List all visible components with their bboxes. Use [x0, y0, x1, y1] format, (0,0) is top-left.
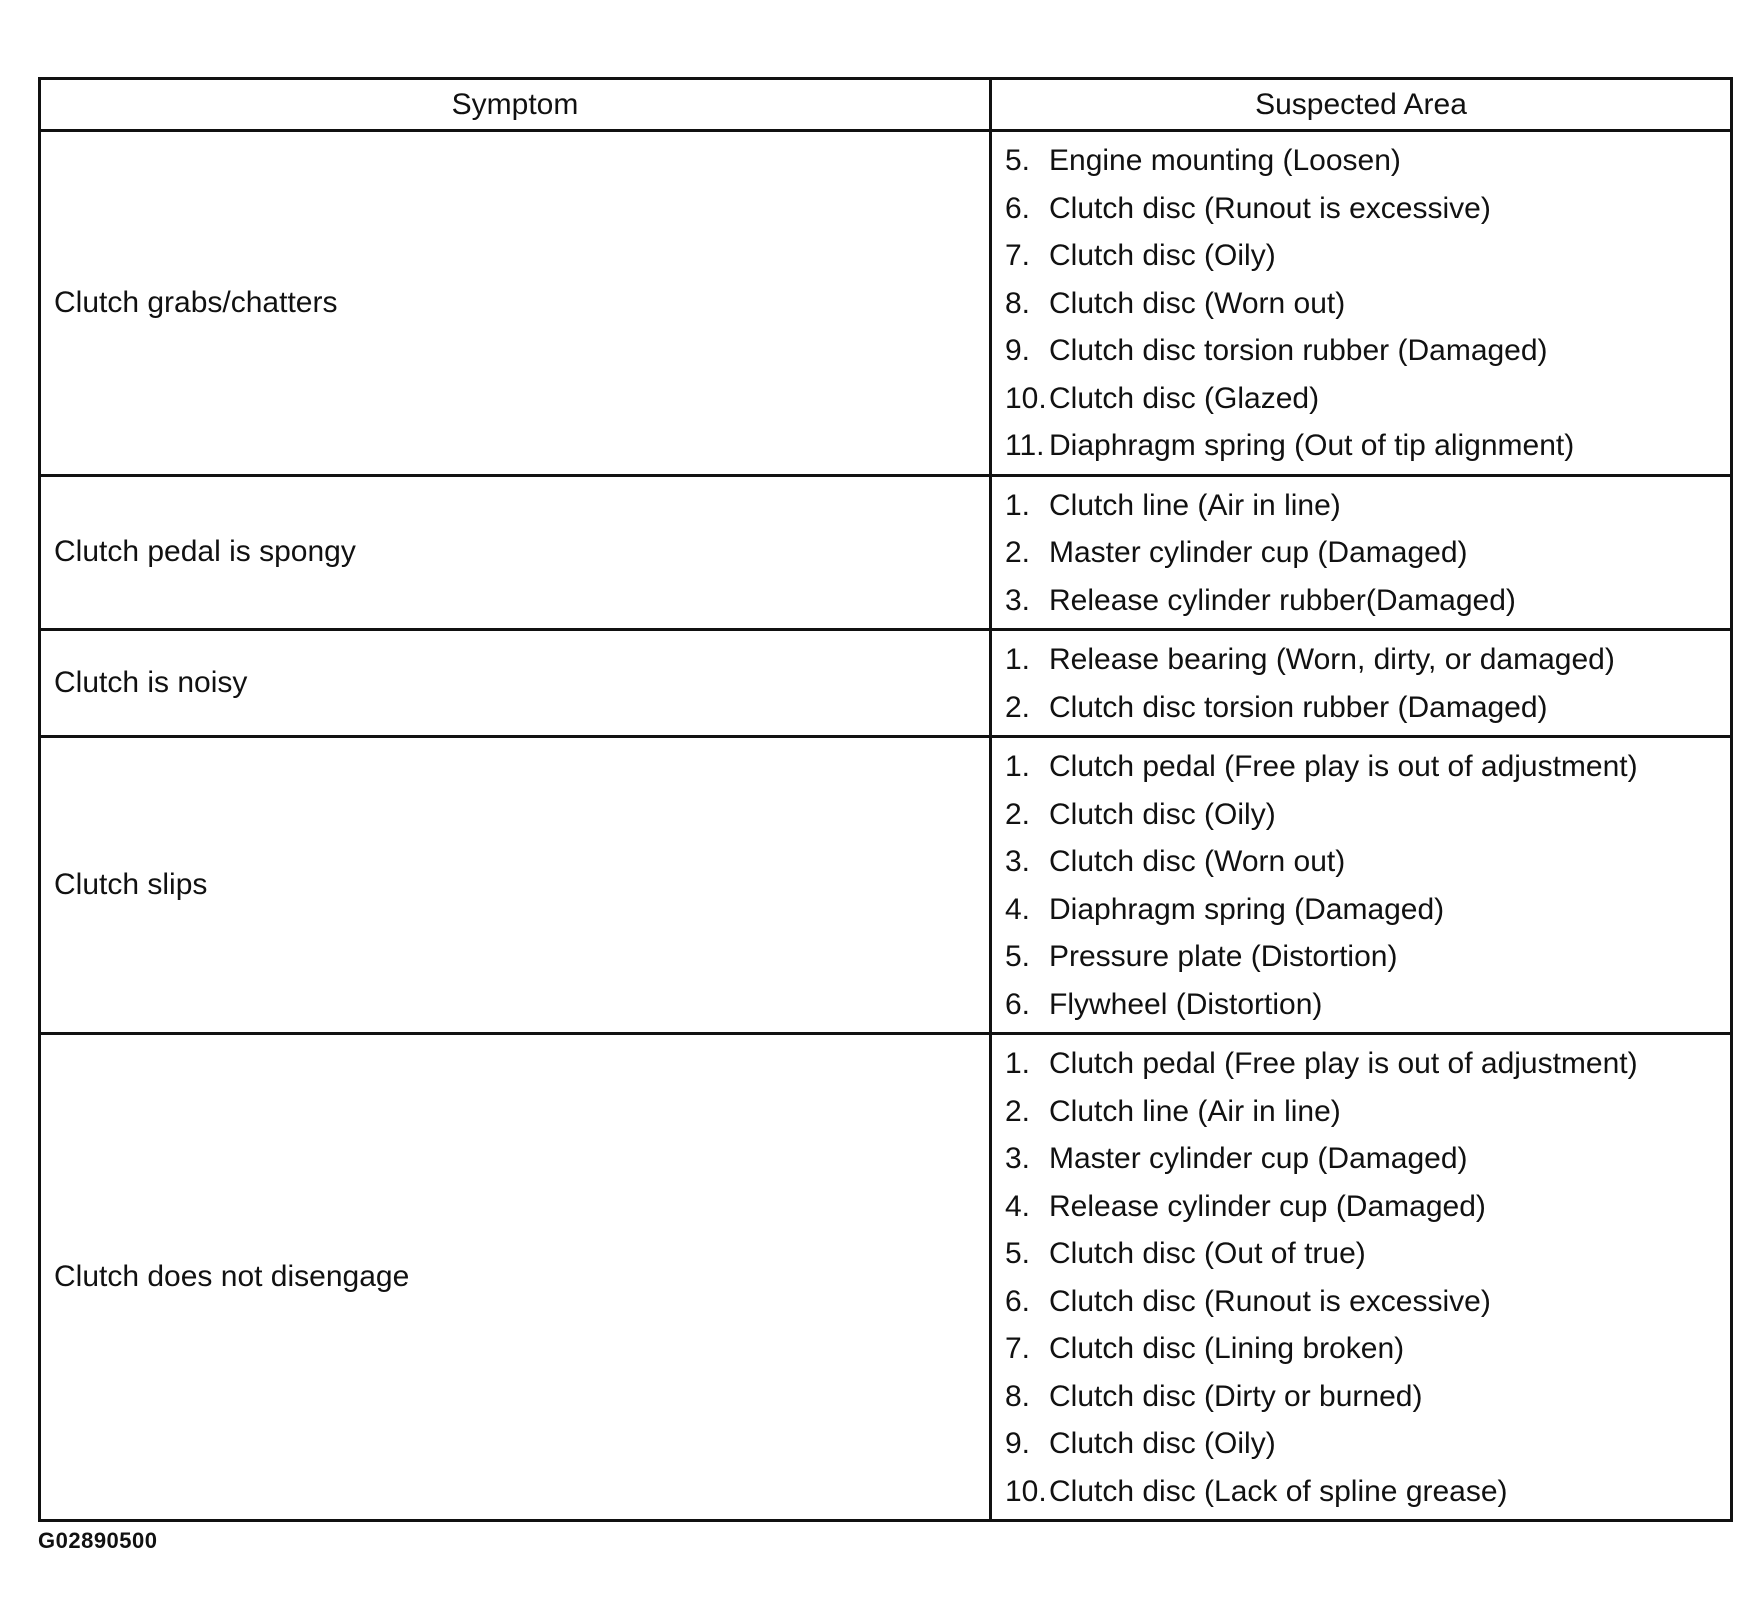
table-body [40, 131, 1732, 1521]
cause-number: 2. [1005, 1094, 1031, 1128]
cause-item [1005, 1135, 1730, 1183]
cause-number: 6. [1005, 1284, 1031, 1318]
table-row [40, 475, 1732, 630]
cause-text: Clutch disc (Glazed) [1049, 381, 1320, 415]
symptom-cell: Clutch slips [40, 737, 991, 1034]
cause-text: Clutch disc (Worn out) [1049, 845, 1346, 878]
cause-text: Clutch line (Air in line) [1049, 1094, 1341, 1128]
cause-text: Clutch disc (Oily) [1049, 239, 1276, 272]
cause-number: 10. [1005, 381, 1047, 415]
cause-text: Clutch disc (Oily) [1049, 1427, 1276, 1460]
cause-text: Clutch disc (Worn out) [1049, 286, 1346, 320]
cause-number: 8. [1005, 286, 1031, 320]
cause-text: Flywheel (Distortion) [1049, 987, 1323, 1021]
cause-item [1005, 280, 1730, 328]
cause-item [1005, 482, 1730, 530]
cause-number: 6. [1005, 987, 1031, 1021]
cause-number: 1. [1005, 750, 1031, 783]
cause-text: Release cylinder rubber(Damaged) [1049, 583, 1516, 617]
cause-number: 4. [1005, 892, 1031, 926]
cause-text: Release bearing (Worn, dirty, or damaged) [1049, 643, 1615, 676]
cause-number: 3. [1005, 1142, 1031, 1175]
cause-text: Engine mounting (Loosen) [1049, 144, 1401, 177]
symptom-cell: Clutch pedal is spongy [40, 475, 991, 630]
cause-item [1005, 886, 1730, 934]
cause-text: Master cylinder cup (Damaged) [1049, 536, 1468, 569]
cause-text: Clutch pedal (Free play is out of adjustment) [1049, 750, 1638, 783]
suspected-area-cell [991, 737, 1732, 1034]
cause-number: 5. [1005, 144, 1031, 177]
cause-text: Clutch disc torsion rubber (Damaged) [1049, 334, 1548, 367]
cause-number: 1. [1005, 488, 1031, 522]
suspected-area-cell [991, 131, 1732, 476]
cause-number: 6. [1005, 191, 1031, 225]
cause-text: Master cylinder cup (Damaged) [1049, 1142, 1468, 1175]
table-row [40, 1034, 1732, 1521]
cause-text: Clutch disc (Runout is excessive) [1049, 191, 1491, 225]
cause-item [1005, 577, 1730, 625]
cause-number: 7. [1005, 239, 1031, 272]
cause-number: 5. [1005, 1237, 1031, 1270]
cause-text: Diaphragm spring (Out of tip alignment) [1049, 429, 1575, 462]
cause-text: Pressure plate (Distortion) [1049, 940, 1398, 973]
cause-item [1005, 1183, 1730, 1231]
cause-text: Clutch disc (Dirty or burned) [1049, 1379, 1423, 1413]
cause-item [1005, 1040, 1730, 1088]
cause-item [1005, 1373, 1730, 1421]
table-row [40, 131, 1732, 476]
cause-item [1005, 636, 1730, 684]
cause-item [1005, 529, 1730, 577]
table-header [40, 79, 1732, 131]
cause-item [1005, 1468, 1730, 1516]
figure-code: G02890500 [38, 1528, 158, 1553]
cause-number: 2. [1005, 690, 1031, 724]
cause-number: 1. [1005, 1047, 1031, 1080]
cause-number: 1. [1005, 643, 1031, 676]
cause-text: Clutch disc (Runout is excessive) [1049, 1284, 1491, 1318]
suspected-area-cell [991, 475, 1732, 630]
diagnosis-table [38, 77, 1733, 1522]
cause-number: 2. [1005, 536, 1031, 569]
cause-text: Clutch pedal (Free play is out of adjustment) [1049, 1047, 1638, 1080]
cause-item [1005, 1230, 1730, 1278]
cause-number: 3. [1005, 583, 1031, 617]
cause-number: 5. [1005, 940, 1031, 973]
cause-text: Release cylinder cup (Damaged) [1049, 1189, 1486, 1223]
cause-item [1005, 981, 1730, 1029]
cause-item [1005, 422, 1730, 470]
cause-item [1005, 137, 1730, 185]
cause-item [1005, 1420, 1730, 1468]
cause-text: Clutch disc (Out of true) [1049, 1237, 1366, 1270]
symptom-cell: Clutch grabs/chatters [40, 131, 991, 476]
cause-number: 11. [1005, 429, 1045, 462]
cause-item [1005, 838, 1730, 886]
cause-text: Clutch disc torsion rubber (Damaged) [1049, 690, 1548, 724]
cause-text: Clutch disc (Lining broken) [1049, 1332, 1405, 1365]
cause-item [1005, 684, 1730, 732]
cause-item [1005, 933, 1730, 981]
cause-text: Clutch disc (Lack of spline grease) [1049, 1474, 1508, 1508]
cause-item [1005, 1278, 1730, 1326]
cause-text: Diaphragm spring (Damaged) [1049, 892, 1445, 926]
suspected-area-cell [991, 630, 1732, 737]
cause-text: Clutch disc (Oily) [1049, 797, 1276, 831]
cause-item [1005, 743, 1730, 791]
cause-item [1005, 791, 1730, 839]
table-row [40, 737, 1732, 1034]
cause-number: 7. [1005, 1332, 1031, 1365]
table-row [40, 630, 1732, 737]
header-suspected-area: Suspected Area [991, 79, 1732, 131]
cause-item [1005, 1325, 1730, 1373]
cause-number: 9. [1005, 1427, 1031, 1460]
header-row [40, 79, 1732, 131]
cause-number: 4. [1005, 1189, 1031, 1223]
header-symptom: Symptom [40, 79, 991, 131]
cause-item [1005, 185, 1730, 233]
cause-number: 8. [1005, 1379, 1031, 1413]
cause-item [1005, 375, 1730, 423]
cause-number: 10. [1005, 1474, 1047, 1508]
cause-number: 2. [1005, 797, 1031, 831]
symptom-cell: Clutch does not disengage [40, 1034, 991, 1521]
cause-text: Clutch line (Air in line) [1049, 488, 1341, 522]
symptom-cell: Clutch is noisy [40, 630, 991, 737]
cause-item [1005, 232, 1730, 280]
suspected-area-cell [991, 1034, 1732, 1521]
cause-item [1005, 327, 1730, 375]
cause-number: 3. [1005, 845, 1031, 878]
cause-number: 9. [1005, 334, 1031, 367]
cause-item [1005, 1088, 1730, 1136]
